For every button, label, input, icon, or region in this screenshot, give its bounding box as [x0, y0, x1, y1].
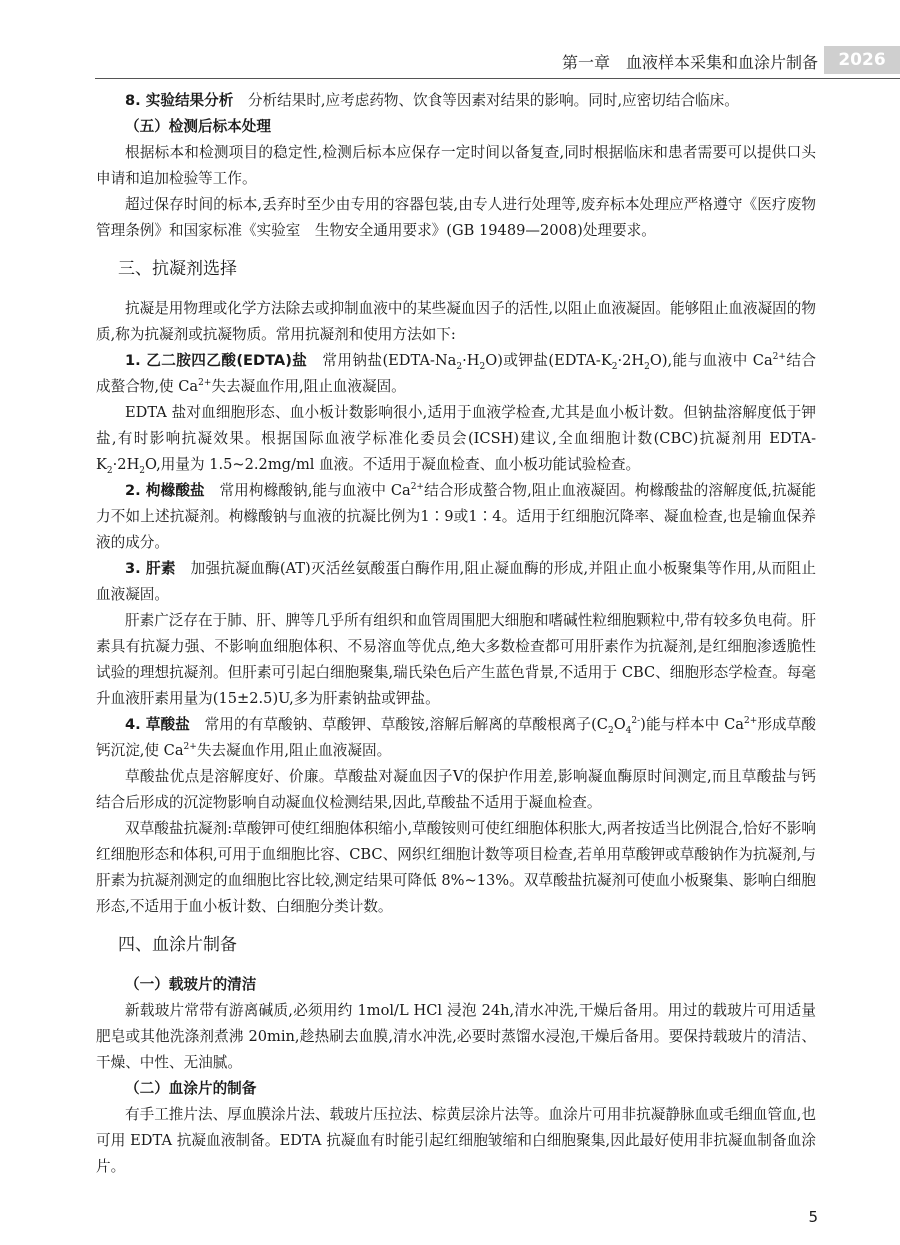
paragraph: 根据标本和检测项目的稳定性,检测后标本应保存一定时间以备复查,同时根据临床和患者需要可以提供口头申请和追加检验等工作。	[96, 144, 816, 187]
text-run: 常用的有草酸钠、草酸钾、草酸铵,溶解后解离的草酸根离子(C	[204, 716, 608, 733]
text-run: O,用量为 1.5~2.2mg/ml 血液。不适用于凝血检查、血小板功能试验检查。	[145, 456, 641, 473]
text-run: O),能与血液中 Ca	[649, 352, 773, 369]
superscript: 2-	[631, 716, 641, 727]
subscript: 2	[456, 361, 463, 372]
paragraph-heparin	[96, 556, 816, 608]
subscript: 2	[139, 465, 146, 476]
superscript: 2+	[410, 482, 424, 493]
paragraph-result-analysis	[96, 88, 816, 114]
subheading-post-test-handling: （五）检测后标本处理	[125, 118, 271, 135]
subscript: 2	[644, 361, 650, 372]
page-number: 5	[808, 1208, 818, 1226]
paragraph-edta	[96, 348, 816, 400]
paragraph: 超过保存时间的标本,丢弃时至少由专用的容器包装,由专人进行处理等,废弃标本处理应严格遵守《医疗废物管理条例》和国家标准《实验室 生物安全通用要求》(GB 19489—2008)处理要求。	[96, 196, 816, 239]
text-run: ·H	[462, 352, 480, 369]
paragraph-heparin-detail: 肝素广泛存在于肺、肝、脾等几乎所有组织和血管周围肥大细胞和嗜碱性粒细胞颗粒中,带有较多负电荷。肝素具有抗凝力强、不影响血细胞体积、不易溶血等优点,绝大多数检查都可用肝素作为抗凝剂,是红细胞渗透脆性试验的理想抗凝剂。但肝素可引起白细胞聚集,瑞氏染色后产生蓝色背景,不适用于 CBC、细胞形态学检查。每毫升血液肝素用量为(15±2.5)U,多为肝素钠盐或钾盐。	[96, 612, 816, 707]
text-run: 加强抗凝血酶(AT)灭活丝氨酸蛋白酶作用,阻止凝血酶的形成,并阻止血小板聚集等作用,从而阻止血液凝固。	[96, 560, 816, 603]
text-run: 结合形成螯合物,阻止血液凝固。枸橼酸盐的溶解度低,抗凝能力不如上述抗凝剂。枸橼酸钠与血液的抗凝比例为1∶9或1∶4。适用于红细胞沉降率、凝血检查,也是输血保养液的成分。	[96, 482, 816, 551]
subscript: 2	[106, 465, 113, 476]
text-run: O)或钾盐(EDTA-K	[485, 352, 612, 369]
subheading-smear-preparation: （二）血涂片的制备	[125, 1080, 257, 1097]
paragraph-edta-detail	[96, 400, 816, 478]
text-run: O	[613, 716, 626, 733]
year-badge: 2026	[824, 46, 900, 74]
subscript: 2	[479, 361, 486, 372]
paragraph-text: 分析结果时,应考虑药物、饮食等因素对结果的影响。同时,应密切结合临床。	[247, 92, 739, 109]
subscript: 2	[611, 361, 618, 372]
paragraph-citrate	[96, 478, 816, 556]
paragraph: 有手工推片法、厚血膜涂片法、载玻片压拉法、棕黄层涂片法等。血涂片可用非抗凝静脉血或毛细血管血,也可用 EDTA 抗凝血液制备。EDTA 抗凝血有时能引起红细胞皱缩和白细胞聚集,因此最好使用非抗凝血制备血涂片。	[96, 1106, 816, 1175]
text-run: 形成草酸钙沉淀,使 Ca	[96, 716, 816, 759]
paragraph: 新载玻片常带有游离碱质,必须用约 1mol/L HCl 浸泡 24h,清水冲洗,干燥后备用。用过的载玻片可用适量肥皂或其他洗涤剂煮沸 20min,趁热刷去血膜,清水冲洗,必要时蒸馏水浸泡,干燥后备用。要保持载玻片的清洁、干燥、中性、无油腻。	[96, 1002, 816, 1071]
superscript: 2+	[772, 352, 786, 363]
text-run: )能与样本中 Ca	[640, 716, 744, 733]
paragraph: 双草酸盐抗凝剂:草酸钾可使红细胞体积缩小,草酸铵则可使红细胞体积胀大,两者按适当比例混合,恰好不影响红细胞形态和体积,可用于血细胞比容、CBC、网织红细胞计数等项目检查,若单用草酸钾或草酸钠作为抗凝剂,与肝素为抗凝剂测定的血细胞比容比较,测定结果可降低 8%~13%。双草酸盐抗凝剂可使血小板聚集、影响白细胞形态,不适用于血小板计数、白细胞分类计数。	[96, 820, 816, 915]
item-label: 2. 枸橼酸盐	[125, 482, 205, 499]
item-label: 4. 草酸盐	[125, 716, 190, 733]
paragraph-oxalate	[96, 712, 816, 764]
text-run: ·2H	[617, 352, 645, 369]
subscript: 4	[625, 725, 632, 736]
item-label: 1. 乙二胺四乙酸(EDTA)盐	[125, 352, 308, 369]
item-label: 8. 实验结果分析	[125, 92, 234, 109]
superscript: 2+	[198, 378, 212, 389]
item-label: 3. 肝素	[125, 560, 176, 577]
section-heading-blood-smear: 四、血涂片制备	[118, 935, 237, 955]
text-run: 常用钠盐(EDTA-Na	[322, 352, 457, 369]
text-run: ·2H	[112, 456, 140, 473]
superscript: 2+	[743, 716, 758, 727]
header-divider	[95, 78, 900, 79]
paragraph: 草酸盐优点是溶解度好、价廉。草酸盐对凝血因子Ⅴ的保护作用差,影响凝血酶原时间测定,而且草酸盐与钙结合后形成的沉淀物影响自动凝血仪检测结果,因此,草酸盐不适用于凝血检查。	[96, 768, 816, 811]
paragraph: 抗凝是用物理或化学方法除去或抑制血液中的某些凝血因子的活性,以阻止血液凝固。能够阻止血液凝固的物质,称为抗凝剂或抗凝物质。常用抗凝剂和使用方法如下:	[96, 300, 816, 343]
text-run: 结合成螯合物,使 Ca	[96, 352, 816, 395]
superscript: 2+	[183, 742, 197, 753]
text-run: 失去凝血作用,阻止血液凝固。	[196, 742, 392, 759]
chapter-title: 第一章 血液样本采集和血涂片制备	[561, 53, 818, 72]
section-heading-anticoagulant: 三、抗凝剂选择	[118, 259, 237, 279]
subheading-slide-cleaning: （一）载玻片的清洁	[125, 976, 257, 993]
text-run: 失去凝血作用,阻止血液凝固。	[211, 378, 406, 395]
page-header	[0, 44, 900, 76]
subscript: 2	[607, 725, 614, 736]
page-body	[96, 88, 816, 1180]
text-run: EDTA 盐对血细胞形态、血小板计数影响很小,适用于血液学检查,尤其是血小板计数。但钠盐溶解度低于钾盐,有时影响抗凝效果。根据国际血液学标准化委员会(ICSH)建议,全血细胞计数(CBC)抗凝剂用 EDTA-K	[96, 404, 816, 473]
text-run: 常用枸橼酸钠,能与血液中 Ca	[219, 482, 411, 499]
